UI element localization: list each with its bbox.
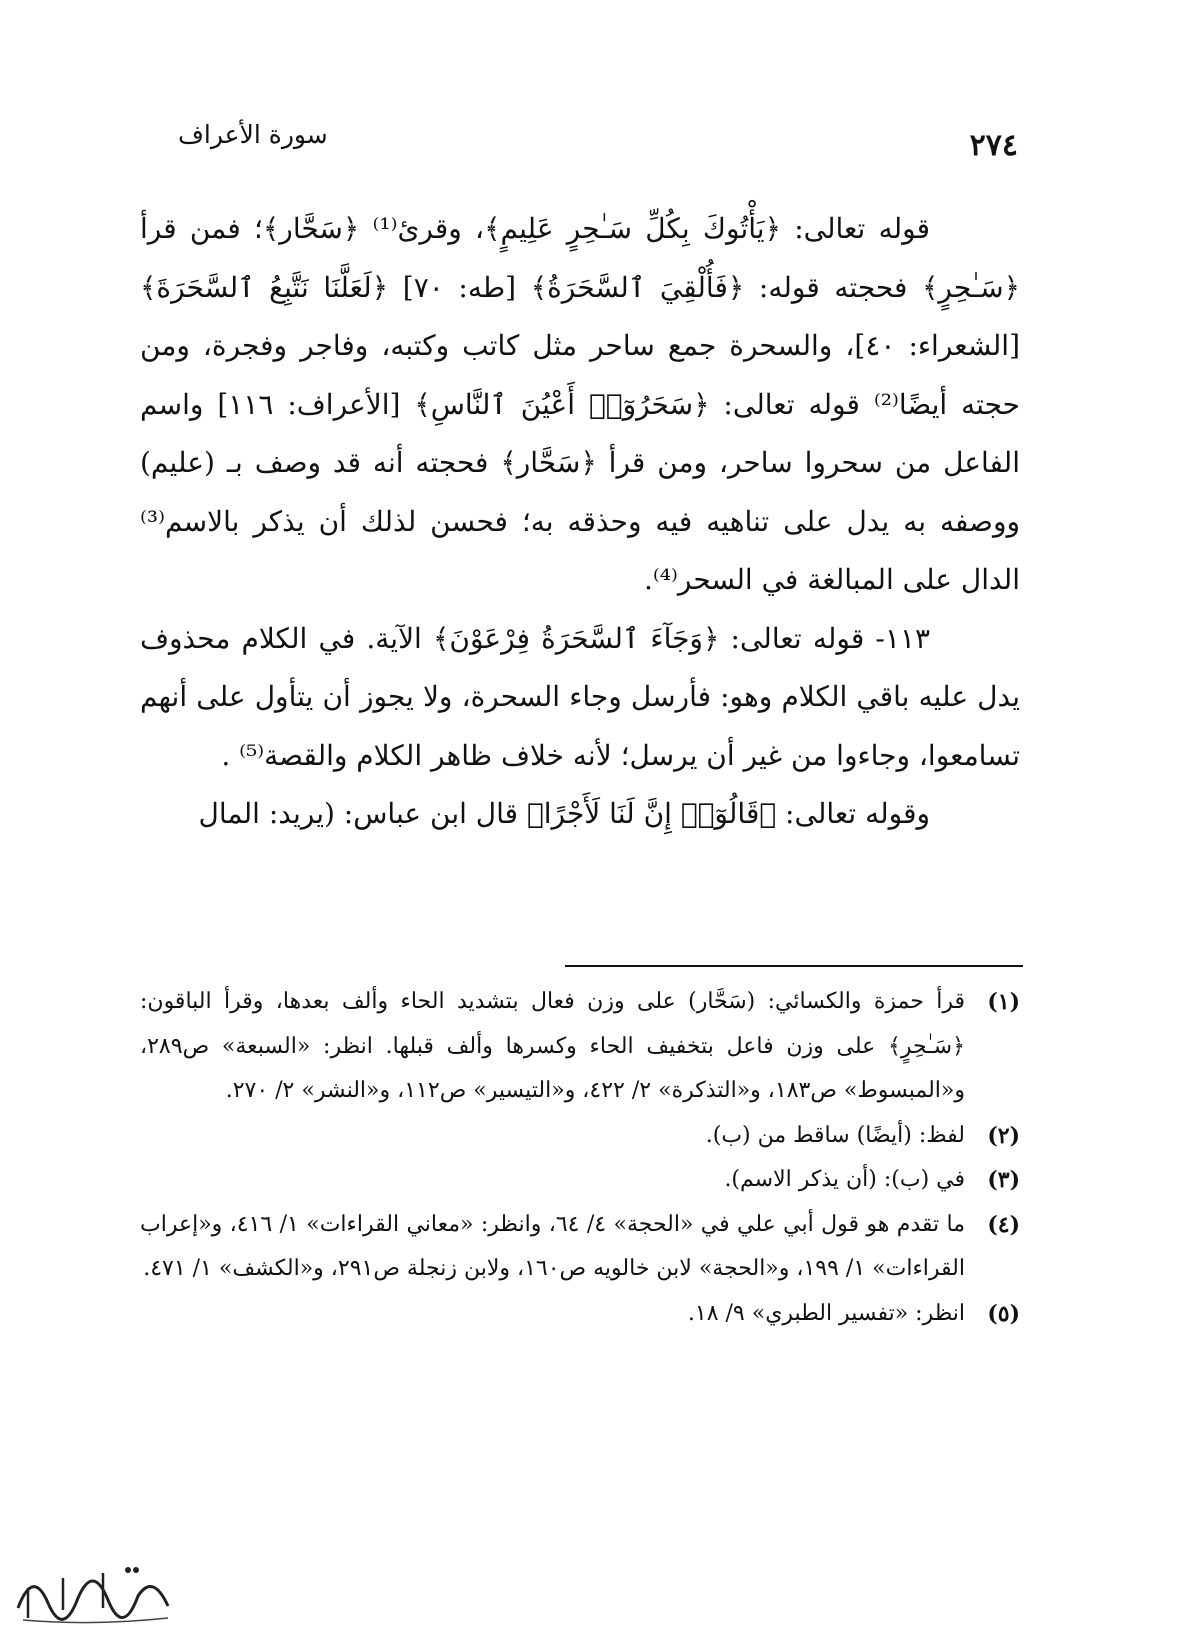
calligraphy-logo-icon [8, 1548, 178, 1628]
paragraph: ١١٣- قوله تعالى: ﴿وَجَآءَ ٱلسَّحَرَةُ فِرْعَوْنَ﴾ الآية. في الكلام محذوف يدل عليه باقي الكلام وهو: فأرسل وجاء السحرة، ولا يجوز أن يتأول على أنهم تسامعوا، وجاءوا من غير أن يرسل؛ لأنه خلاف ظاهر الكلام والقصة⁽⁵⁾ . [140, 621, 1020, 772]
paragraph: وقوله تعالى: ﴿قَالُوٓا۟ إِنَّ لَنَا لَأَجْرًا﴾ قال ابن عباس: (يريد: المال [198, 797, 930, 830]
footnote-text: في (ب): (أن يذكر الاسم). [724, 1167, 965, 1192]
footnote [140, 1203, 1020, 1292]
footnote-number: (٥) [987, 1300, 1020, 1327]
footnote-divider [565, 965, 1023, 967]
footnote [140, 980, 1020, 1114]
footnotes [140, 980, 1020, 1336]
footnote-text: قرأ حمزة والكسائي: (سَحَّار) على وزن فعال بتشديد الحاء وألف بعدها، وقرأ الباقون: ﴿سَـٰحِرٍ﴾ على وزن فاعل بتخفيف الحاء وكسرها وألف قبلها. انظر: «السبعة» ص٢٨٩، و«المبسوط» ص١٨٣، و«التذكرة» ٢/ ٤٢٢، و«التيسير» ص١١٢، و«النشر» ٢/ ٢٧٠. [140, 989, 965, 1103]
footnote-number: (٤) [987, 1211, 1020, 1238]
main-text [140, 200, 1020, 844]
running-header [178, 112, 1018, 162]
footnote-text: ما تقدم هو قول أبي علي في «الحجة» ٤/ ٦٤، وانظر: «معاني القراءات» ١/ ٤١٦، و«إعراب القراءات» ١/ ١٩٩، و«الحجة» لابن خالويه ص١٦٠، ولابن زنجلة ص٢٩١، و«الكشف» ١/ ٤٧١. [140, 1211, 966, 1281]
page-number: ٢٧٤ [969, 128, 1018, 163]
paragraph: قوله تعالى: ﴿يَأْتُوكَ بِكُلِّ سَـٰحِرٍ عَلِيمٍ﴾، وقرئ⁽¹⁾ ﴿سَحَّار﴾؛ فمن قرأ ﴿سَـٰحِرٍ﴾ فحجته قوله: ﴿فَأُلْقِيَ ٱلسَّحَرَةُ﴾ [طه: ٧٠] ﴿لَعَلَّنَا نَتَّبِعُ ٱلسَّحَرَةَ﴾ [الشعراء: ٤٠]، والسحرة جمع ساحر مثل كاتب وكتبه، وفاجر وفجرة، ومن حجته أيضًا⁽²⁾ قوله تعالى: ﴿سَحَرُوٓا۟ أَعْيُنَ ٱلنَّاسِ﴾ [الأعراف: ١١٦] واسم الفاعل من سحروا ساحر، ومن قرأ ﴿سَحَّار﴾ فحجته أنه قد وصف بـ (عليم) ووصفه به يدل على تناهيه فيه وحذقه به؛ فحسن لذلك أن يذكر بالاسم⁽³⁾ الدال على المبالغة في السحر⁽⁴⁾. [140, 212, 1021, 596]
footnote-text: لفظ: (أيضًا) ساقط من (ب). [705, 1122, 965, 1148]
footnote-text: انظر: «تفسير الطبري» ٩/ ١٨. [687, 1300, 965, 1326]
footnote-number: (٣) [987, 1167, 1020, 1193]
footnote [140, 1114, 1020, 1159]
footnote-number: (١) [987, 989, 1020, 1015]
surah-title: سورة الأعراف [178, 120, 328, 149]
footnote-number: (٢) [987, 1122, 1020, 1149]
footnote [140, 1158, 1020, 1203]
footnote [140, 1292, 1020, 1337]
